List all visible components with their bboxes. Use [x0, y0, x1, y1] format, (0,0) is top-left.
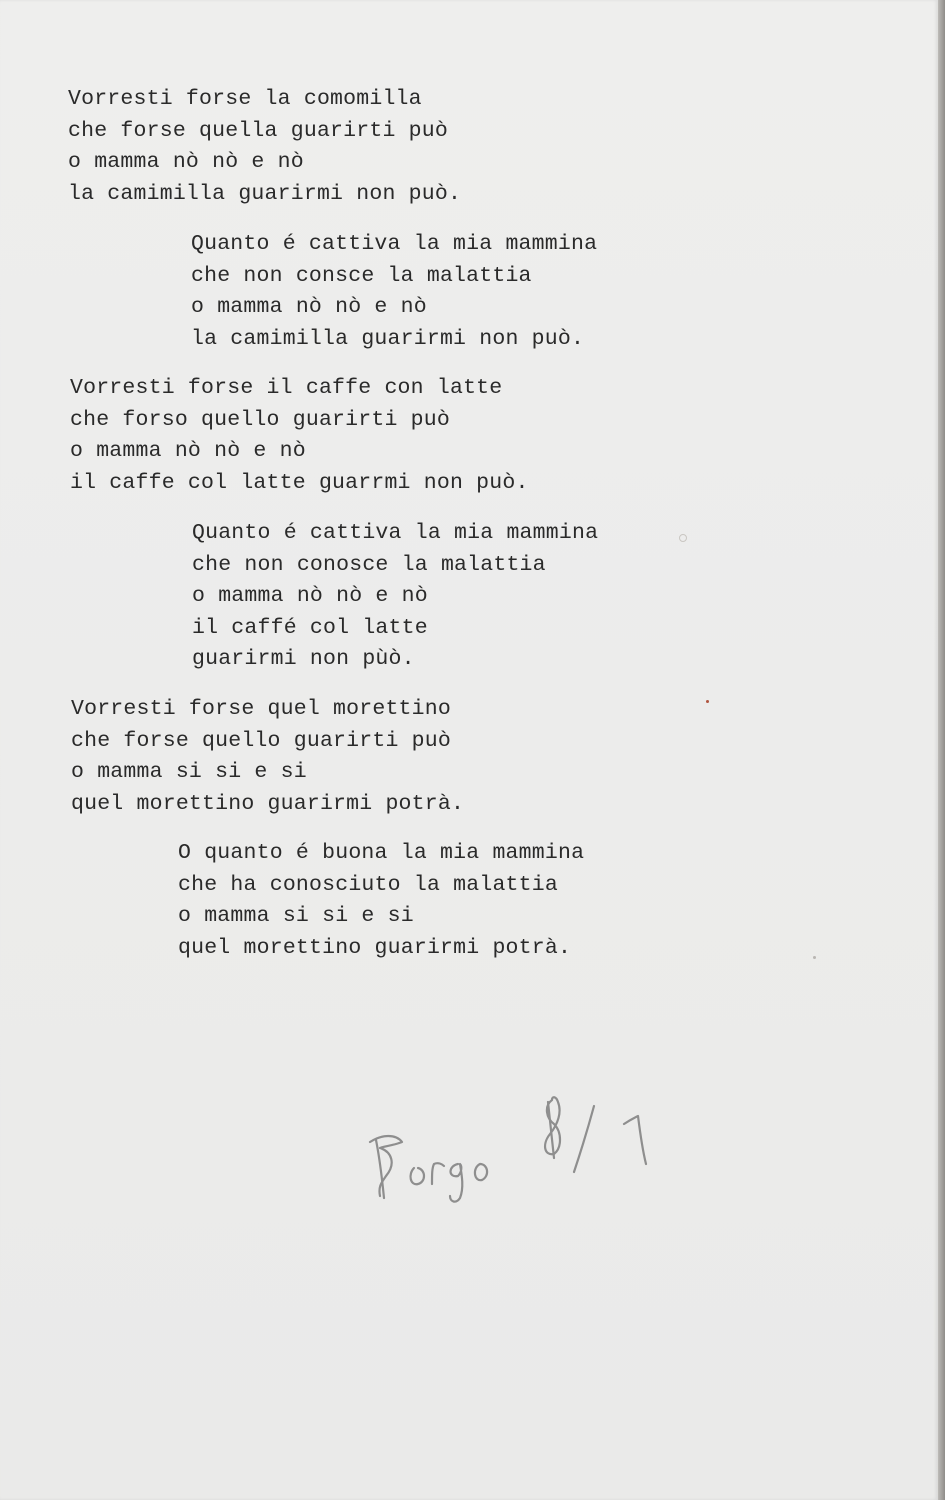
refrain-line: Quanto é cattiva la mia mammina [192, 521, 599, 545]
handwritten-pencil-note [362, 1072, 662, 1222]
page-edge-shadow [938, 0, 945, 1500]
paper-speck [813, 956, 816, 959]
refrain-line: o mamma nò nò e nò [192, 584, 428, 608]
verse-line: quel morettino guarirmi potrà. [71, 791, 465, 816]
verse-1 [68, 84, 461, 210]
refrain-line: la camimilla guarirmi non può. [191, 326, 585, 351]
verse-3 [71, 694, 464, 820]
refrain-line: il caffé col latte [192, 615, 428, 640]
refrain-line: che non conosce la malattia [192, 552, 546, 577]
refrain-line: guarirmi non pùò. [192, 647, 415, 671]
paper-speck [706, 700, 709, 703]
refrain-line: O quanto é buona la mia mammina [178, 841, 585, 865]
paper-speck [679, 534, 687, 542]
verse-line: Vorresti forse la comomilla [68, 87, 422, 111]
verse-2 [70, 373, 529, 499]
refrain-line: quel morettino guarirmi potrà. [178, 935, 572, 960]
verse-line: che forse quella guarirti può [68, 118, 448, 143]
refrain-line: che non consce la malattia [191, 263, 532, 288]
verse-line: che forso quello guarirti può [70, 407, 450, 432]
refrain-line: o mamma si si e si [178, 904, 414, 928]
refrain-line: che ha conosciuto la malattia [178, 872, 558, 897]
refrain-line: o mamma nò nò e nò [191, 295, 427, 319]
verse-line: il caffe col latte guarrmi non può. [70, 470, 529, 495]
verse-line: Vorresti forse quel morettino [71, 697, 451, 721]
verse-line: o mamma nò nò e nò [68, 150, 304, 174]
refrain-line: Quanto é cattiva la mia mammina [191, 232, 598, 256]
verse-line: Vorresti forse il caffe con latte [70, 376, 503, 400]
verse-line: o mamma si si e si [71, 760, 307, 784]
verse-line: o mamma nò nò e nò [70, 439, 306, 463]
refrain-2 [192, 518, 598, 676]
verse-line: la camimilla guarirmi non può. [68, 181, 462, 206]
refrain-1 [191, 229, 597, 355]
refrain-3 [178, 838, 584, 964]
verse-line: che forse quello guarirti può [71, 728, 451, 753]
